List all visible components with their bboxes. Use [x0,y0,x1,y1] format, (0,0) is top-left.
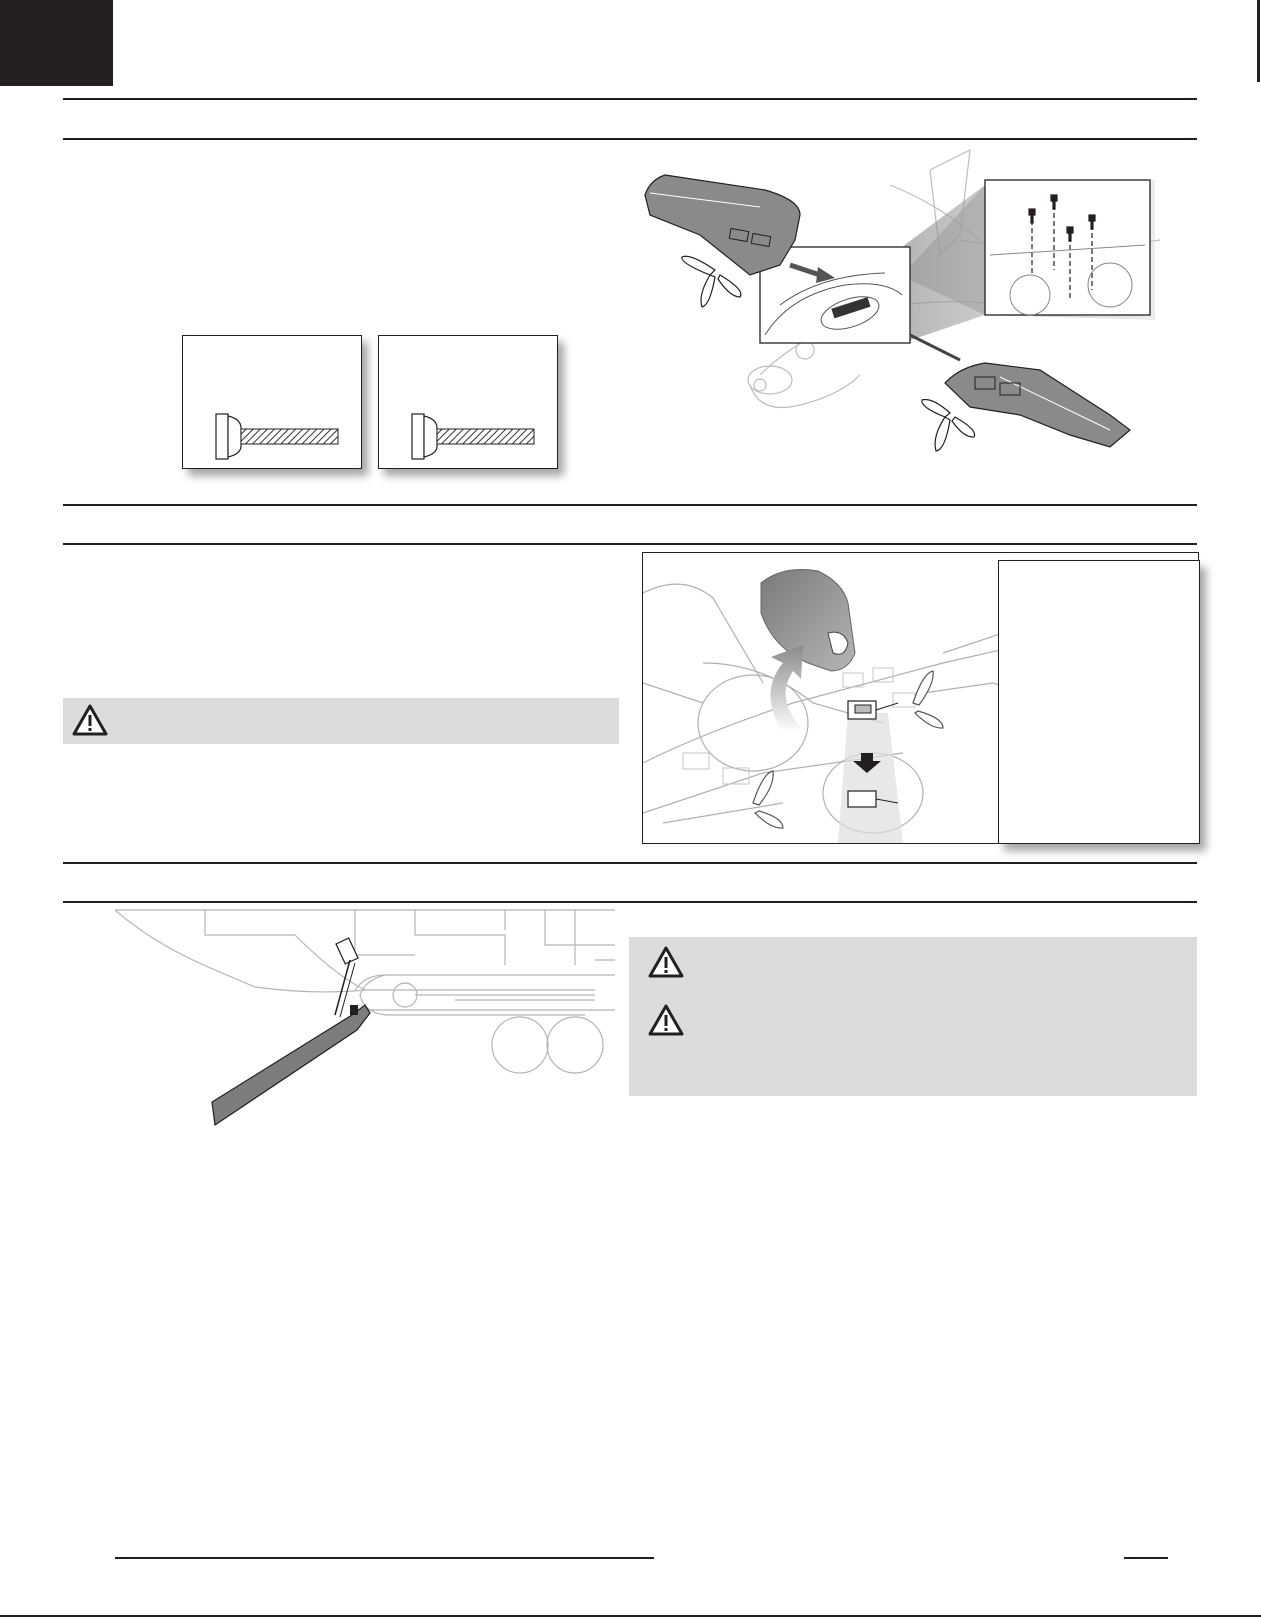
language-tab [0,0,113,86]
nacelle-note-box [998,560,1200,844]
right-wing-panel [922,363,1130,451]
warning-callout-group [629,937,1197,1096]
warning-triangle-icon [71,703,109,737]
section-2-bottom-rule [63,543,1197,545]
screw-icon [183,336,361,468]
screw-illustration-box-left [182,335,362,469]
flap-linkage-illustration [115,905,615,1135]
edge-mark [1257,0,1260,82]
section-3-bottom-rule [63,901,1197,903]
warning-triangle-icon [647,945,685,979]
footer-left-rule [115,1557,654,1559]
screw-illustration-box-right [378,335,558,469]
section-2-top-rule [63,504,1197,506]
warning-callout [63,698,619,744]
section-1-bottom-rule [63,138,1197,140]
bottom-edge-rule [0,1615,1261,1617]
screw-icon [379,336,557,468]
wing-installation-illustration [640,145,1200,480]
footer-right-rule [1124,1557,1168,1559]
section-3-top-rule [63,862,1197,864]
warning-triangle-icon [647,1003,685,1037]
section-1-top-rule [63,98,1197,100]
